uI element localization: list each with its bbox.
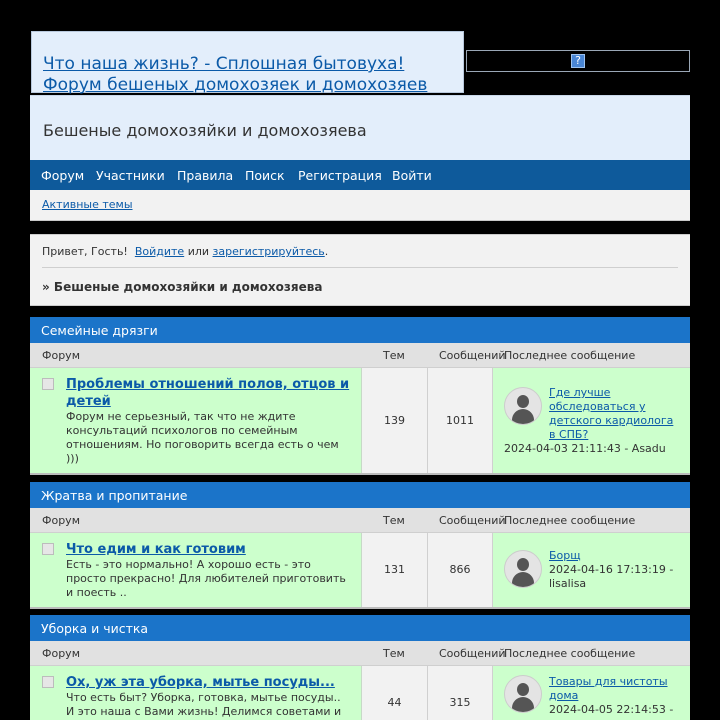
topics-cell bbox=[362, 368, 428, 473]
col-forum: Форум bbox=[42, 514, 80, 527]
ad-placeholder[interactable] bbox=[466, 50, 690, 72]
last-post-meta: 2024-04-05 22:14:53 - bbox=[549, 703, 674, 716]
user-avatar-icon bbox=[504, 675, 542, 713]
board-row bbox=[30, 533, 690, 609]
category-header[interactable] bbox=[30, 615, 690, 641]
category-header[interactable] bbox=[30, 317, 690, 343]
desc-line: ))) bbox=[66, 452, 79, 465]
board-info bbox=[30, 533, 362, 607]
posts-cell bbox=[428, 666, 493, 720]
desc-line: консультаций психологов по семейным bbox=[66, 424, 298, 437]
banner-link[interactable] bbox=[43, 54, 427, 96]
last-post-line[interactable]: Товары для чистоты bbox=[549, 675, 668, 688]
board-title-line[interactable]: детей bbox=[66, 394, 111, 409]
col-forum: Форум bbox=[42, 349, 80, 362]
last-post-line[interactable]: в СПБ? bbox=[549, 428, 589, 441]
board-row bbox=[30, 666, 690, 720]
topics-cell bbox=[362, 666, 428, 720]
posts-count: 1011 bbox=[446, 414, 474, 427]
greeting-text: Привет, Гость! bbox=[42, 245, 128, 258]
board-title-link[interactable] bbox=[66, 376, 349, 410]
last-post-link[interactable] bbox=[549, 386, 684, 442]
nav-item-rules[interactable]: Правила bbox=[177, 168, 234, 183]
board-status-icon bbox=[42, 676, 54, 688]
sub-nav bbox=[30, 190, 690, 221]
category-title[interactable]: Семейные дрязги bbox=[41, 323, 158, 338]
board-info bbox=[30, 368, 362, 473]
desc-line: и поесть .. bbox=[66, 586, 127, 599]
last-post-link[interactable]: Борщ bbox=[549, 549, 581, 562]
posts-count: 866 bbox=[449, 563, 471, 576]
column-headers bbox=[30, 508, 690, 533]
col-last-post: Последнее сообщение bbox=[504, 514, 636, 527]
user-avatar-icon bbox=[504, 550, 542, 588]
help-icon[interactable]: ? bbox=[571, 54, 585, 68]
banner-line-2: Форум бешеных домохозяек и домохозяев bbox=[43, 75, 428, 95]
col-posts: Сообщений bbox=[439, 349, 506, 362]
active-topics-link[interactable]: Активные темы bbox=[42, 198, 133, 211]
topics-count: 131 bbox=[384, 563, 405, 576]
posts-cell bbox=[428, 533, 493, 607]
posts-cell bbox=[428, 368, 493, 473]
topics-cell bbox=[362, 533, 428, 607]
desc-line: отношениям. Но поговорить всегда есть о чем bbox=[66, 438, 339, 451]
col-last-post: Последнее сообщение bbox=[504, 349, 636, 362]
column-headers bbox=[30, 641, 690, 666]
welcome-line bbox=[42, 245, 328, 258]
last-post-author[interactable]: lisalisa bbox=[549, 577, 587, 590]
board-info bbox=[30, 666, 362, 720]
nav-item-search[interactable]: Поиск bbox=[245, 168, 285, 183]
last-post-meta: 2024-04-03 21:11:43 - Asadu bbox=[504, 442, 666, 455]
site-header bbox=[30, 95, 690, 161]
column-headers bbox=[30, 343, 690, 368]
site-title: Бешеные домохозяйки и домохозяева bbox=[43, 121, 367, 140]
category-header[interactable] bbox=[30, 482, 690, 508]
or-text: или bbox=[187, 245, 210, 258]
nav-item-forum[interactable]: Форум bbox=[41, 168, 85, 183]
category-title[interactable]: Жратва и пропитание bbox=[41, 488, 188, 503]
user-avatar-icon bbox=[504, 387, 542, 425]
period-text: . bbox=[324, 245, 329, 258]
divider bbox=[42, 267, 678, 268]
nav-item-login[interactable]: Войти bbox=[392, 168, 432, 183]
board-description bbox=[66, 558, 356, 600]
last-post-meta bbox=[549, 563, 673, 591]
topics-count: 44 bbox=[387, 696, 402, 709]
col-topics: Тем bbox=[383, 349, 405, 362]
main-nav bbox=[30, 160, 690, 190]
col-topics: Тем bbox=[383, 647, 405, 660]
desc-line: Что есть быт? Уборка, готовка, мытье посуды.. bbox=[66, 691, 341, 704]
board-title-line[interactable]: Проблемы отношений полов, отцов и bbox=[66, 377, 350, 392]
topics-count: 139 bbox=[384, 414, 405, 427]
desc-line: просто прекрасно! Для любителей приготовить bbox=[66, 572, 346, 585]
last-post-line[interactable]: обследоваться у bbox=[549, 400, 646, 413]
last-post-line[interactable]: Где лучше bbox=[549, 386, 611, 399]
desc-line: Форум не серьезный, так что не ждите bbox=[66, 410, 296, 423]
last-post-link[interactable] bbox=[549, 675, 684, 703]
last-post-line[interactable]: детского кардиолога bbox=[549, 414, 674, 427]
col-posts: Сообщений bbox=[439, 514, 506, 527]
banner-line-1: Что наша жизнь? - Сплошная бытовуха! bbox=[43, 54, 405, 74]
category-title[interactable]: Уборка и чистка bbox=[41, 621, 149, 636]
login-link[interactable]: Войдите bbox=[134, 245, 185, 258]
nav-item-members[interactable]: Участники bbox=[96, 168, 165, 183]
col-posts: Сообщений bbox=[439, 647, 506, 660]
board-status-icon bbox=[42, 378, 54, 390]
desc-line: Есть - это нормально! А хорошо есть - это bbox=[66, 558, 311, 571]
board-row bbox=[30, 368, 690, 475]
col-last-post: Последнее сообщение bbox=[504, 647, 636, 660]
register-link[interactable]: зарегистрируйтесь bbox=[212, 245, 325, 258]
board-description bbox=[66, 691, 356, 719]
breadcrumb: » Бешеные домохозяйки и домохозяева bbox=[42, 280, 323, 294]
last-post-meta-line: 2024-04-16 17:13:19 - bbox=[549, 563, 674, 576]
forum-banner bbox=[31, 31, 464, 93]
desc-line: И это наша с Вами жизнь! Делимся советами и bbox=[66, 705, 342, 718]
welcome-box bbox=[30, 234, 690, 306]
board-title-link[interactable]: Ох, уж эта уборка, мытье посуды... bbox=[66, 675, 335, 690]
board-title-link[interactable]: Что едим и как готовим bbox=[66, 542, 246, 557]
board-description bbox=[66, 410, 356, 466]
last-post-line[interactable]: дома bbox=[549, 689, 579, 702]
col-forum: Форум bbox=[42, 647, 80, 660]
nav-item-register[interactable]: Регистрация bbox=[298, 168, 382, 183]
col-topics: Тем bbox=[383, 514, 405, 527]
board-status-icon bbox=[42, 543, 54, 555]
posts-count: 315 bbox=[449, 696, 471, 709]
